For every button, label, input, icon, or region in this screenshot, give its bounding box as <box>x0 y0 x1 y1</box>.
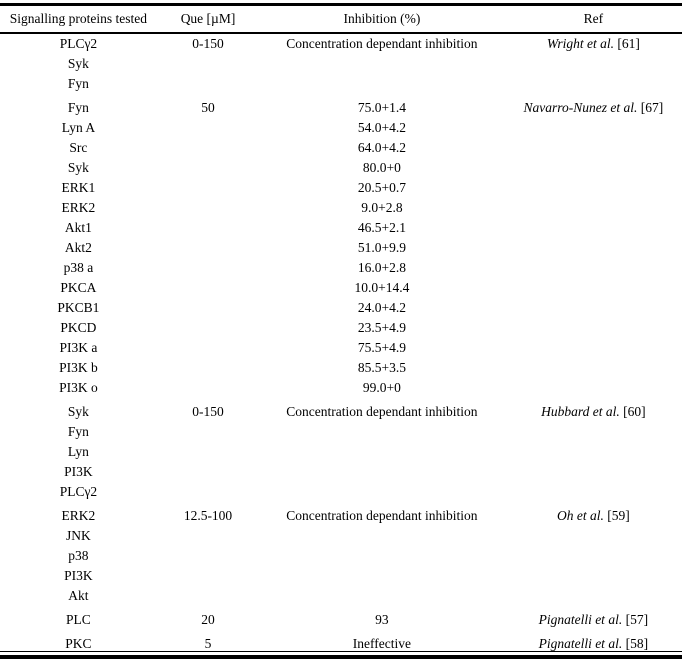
ref-cell <box>505 546 682 566</box>
inhibition-cell: 75.0+1.4 <box>357 100 406 115</box>
signalling-proteins-table <box>0 6 682 654</box>
que-cell <box>157 546 259 566</box>
inhibition-cell: 46.5+2.1 <box>357 220 406 235</box>
table-row <box>0 586 682 606</box>
protein-group <box>0 606 682 630</box>
ref-cell <box>505 606 682 630</box>
column-header-que: Que [µM] <box>157 6 259 33</box>
protein-cell: Akt <box>68 588 89 603</box>
inhibition-cell: 9.0+2.8 <box>361 200 403 215</box>
que-cell <box>157 74 259 94</box>
table-row <box>0 218 682 238</box>
table-row <box>0 258 682 278</box>
protein-cell: PLC <box>66 612 91 627</box>
que-cell <box>157 278 259 298</box>
protein-group <box>0 33 682 94</box>
inhibition-cell <box>259 462 505 482</box>
ref-cell <box>505 502 682 526</box>
que-cell <box>157 218 259 238</box>
ref-cell <box>505 378 682 398</box>
protein-cell: Syk <box>67 160 89 175</box>
ref-author: Hubbard et al. <box>541 404 620 419</box>
inhibition-cell <box>259 566 505 586</box>
protein-cell: Fyn <box>67 100 89 115</box>
que-cell <box>157 318 259 338</box>
protein-cell: p38 <box>68 548 89 563</box>
ref-cell <box>505 74 682 94</box>
table-row <box>0 138 682 158</box>
table-row <box>0 118 682 138</box>
ref-cell <box>505 198 682 218</box>
que-cell: 0-150 <box>192 404 224 419</box>
ref-author: Wright et al. <box>546 36 614 51</box>
que-cell: 5 <box>204 636 212 651</box>
table-bottom-thin-rule <box>0 651 682 652</box>
ref-citation-number: [58] <box>625 636 649 651</box>
protein-cell: ERK2 <box>61 508 96 523</box>
protein-cell: Fyn <box>67 76 89 91</box>
inhibition-cell: 51.0+9.9 <box>357 240 406 255</box>
ref-cell <box>505 338 682 358</box>
table-row <box>0 178 682 198</box>
ref-cell <box>505 586 682 606</box>
ref-cell <box>505 278 682 298</box>
inhibition-cell: 10.0+14.4 <box>354 280 410 295</box>
inhibition-cell: 54.0+4.2 <box>357 120 406 135</box>
protein-cell: ERK1 <box>61 180 96 195</box>
table-top-rule <box>0 3 682 6</box>
que-cell <box>157 54 259 74</box>
table-row <box>0 74 682 94</box>
ref-cell <box>505 482 682 502</box>
ref-cell <box>505 258 682 278</box>
ref-cell <box>505 33 682 54</box>
column-header-inhibition: Inhibition (%) <box>259 6 505 33</box>
protein-cell: p38 a <box>63 260 94 275</box>
que-cell <box>157 258 259 278</box>
table-row <box>0 378 682 398</box>
inhibition-cell <box>259 54 505 74</box>
ref-cell <box>505 298 682 318</box>
ref-cell <box>505 54 682 74</box>
ref-cell <box>505 218 682 238</box>
que-cell: 12.5-100 <box>183 508 233 523</box>
table-row <box>0 94 682 118</box>
protein-cell: Akt2 <box>64 240 92 255</box>
table-row <box>0 54 682 74</box>
protein-group <box>0 502 682 606</box>
que-cell <box>157 586 259 606</box>
inhibition-cell: 24.0+4.2 <box>357 300 406 315</box>
protein-cell: PKCB1 <box>57 300 100 315</box>
protein-cell: Syk <box>67 404 89 419</box>
protein-cell: PLCγ2 <box>59 484 98 499</box>
table-row <box>0 33 682 54</box>
ref-author: Oh et al. <box>556 508 604 523</box>
protein-cell: PI3K b <box>59 360 98 375</box>
ref-author: Pignatelli et al. <box>538 636 623 651</box>
ref-citation-number: [59] <box>607 508 630 523</box>
ref-citation-number: [67] <box>640 100 664 115</box>
ref-cell <box>505 318 682 338</box>
inhibition-cell <box>259 74 505 94</box>
ref-cell <box>505 422 682 442</box>
protein-cell: PKC <box>65 636 92 651</box>
inhibition-cell: 20.5+0.7 <box>357 180 406 195</box>
table-row <box>0 198 682 218</box>
ref-cell <box>505 358 682 378</box>
ref-cell <box>505 118 682 138</box>
que-cell <box>157 298 259 318</box>
inhibition-cell: Concentration dependant inhibition <box>286 508 478 523</box>
protein-cell: PLCγ2 <box>59 36 98 51</box>
que-cell <box>157 462 259 482</box>
ref-author: Pignatelli et al. <box>538 612 623 627</box>
ref-citation-number: [60] <box>623 404 646 419</box>
table-row <box>0 398 682 422</box>
que-cell <box>157 198 259 218</box>
table-row <box>0 606 682 630</box>
inhibition-cell: 64.0+4.2 <box>357 140 406 155</box>
protein-cell: Fyn <box>67 424 89 439</box>
que-cell: 0-150 <box>192 36 224 51</box>
protein-cell: Lyn <box>67 444 89 459</box>
table-row <box>0 338 682 358</box>
table-row <box>0 238 682 258</box>
table-header <box>0 6 682 33</box>
inhibition-cell: 99.0+0 <box>362 380 401 395</box>
table-row <box>0 502 682 526</box>
ref-cell <box>505 158 682 178</box>
table-row <box>0 462 682 482</box>
table-row <box>0 318 682 338</box>
header-row <box>0 6 682 33</box>
inhibition-cell: 80.0+0 <box>362 160 401 175</box>
table-row <box>0 482 682 502</box>
protein-cell: PI3K <box>64 568 93 583</box>
ref-cell <box>505 462 682 482</box>
ref-cell <box>505 178 682 198</box>
que-cell <box>157 238 259 258</box>
inhibition-cell <box>259 482 505 502</box>
que-cell <box>157 378 259 398</box>
ref-citation-number: [61] <box>617 36 640 51</box>
table-row <box>0 422 682 442</box>
protein-cell: JNK <box>66 528 91 543</box>
protein-cell: ERK2 <box>61 200 96 215</box>
table-row <box>0 158 682 178</box>
que-cell <box>157 422 259 442</box>
que-cell <box>157 566 259 586</box>
que-cell <box>157 158 259 178</box>
inhibition-cell: 16.0+2.8 <box>357 260 406 275</box>
inhibition-cell: 75.5+4.9 <box>357 340 406 355</box>
inhibition-cell <box>259 526 505 546</box>
inhibition-cell: 23.5+4.9 <box>357 320 406 335</box>
table-row <box>0 546 682 566</box>
que-cell: 50 <box>201 100 215 115</box>
ref-cell <box>505 238 682 258</box>
table-row <box>0 278 682 298</box>
protein-cell: PI3K a <box>59 340 98 355</box>
que-cell <box>157 338 259 358</box>
inhibition-cell <box>259 422 505 442</box>
protein-cell: PKCD <box>60 320 97 335</box>
protein-cell: PI3K <box>64 464 93 479</box>
ref-cell <box>505 138 682 158</box>
protein-cell: Src <box>69 140 88 155</box>
protein-cell: Akt1 <box>64 220 92 235</box>
inhibition-cell: Concentration dependant inhibition <box>286 404 478 419</box>
que-cell <box>157 526 259 546</box>
protein-group <box>0 94 682 398</box>
table-row <box>0 442 682 462</box>
inhibition-cell: 93 <box>375 612 389 627</box>
que-cell <box>157 482 259 502</box>
protein-cell: Lyn A <box>61 120 96 135</box>
column-header-ref: Ref <box>505 6 682 33</box>
inhibition-cell: Ineffective <box>352 636 412 651</box>
que-cell <box>157 118 259 138</box>
ref-cell <box>505 442 682 462</box>
protein-cell: PKCA <box>60 280 97 295</box>
column-header-proteins: Signalling proteins tested <box>0 6 157 33</box>
que-cell: 20 <box>201 612 215 627</box>
inhibition-cell: 85.5+3.5 <box>357 360 406 375</box>
protein-cell: Syk <box>67 56 89 71</box>
inhibition-cell <box>259 442 505 462</box>
ref-cell <box>505 94 682 118</box>
table-row <box>0 526 682 546</box>
que-cell <box>157 442 259 462</box>
ref-cell <box>505 566 682 586</box>
inhibition-cell <box>259 546 505 566</box>
ref-citation-number: [57] <box>625 612 649 627</box>
ref-author: Navarro-Nunez et al. <box>523 100 638 115</box>
ref-cell <box>505 398 682 422</box>
table-row <box>0 298 682 318</box>
ref-cell <box>505 526 682 546</box>
protein-group <box>0 398 682 502</box>
protein-cell: PI3K o <box>59 380 98 395</box>
table-row <box>0 358 682 378</box>
inhibition-cell: Concentration dependant inhibition <box>286 36 478 51</box>
table-row <box>0 566 682 586</box>
que-cell <box>157 178 259 198</box>
table-bottom-thick-rule <box>0 655 682 659</box>
que-cell <box>157 138 259 158</box>
inhibition-cell <box>259 586 505 606</box>
que-cell <box>157 358 259 378</box>
